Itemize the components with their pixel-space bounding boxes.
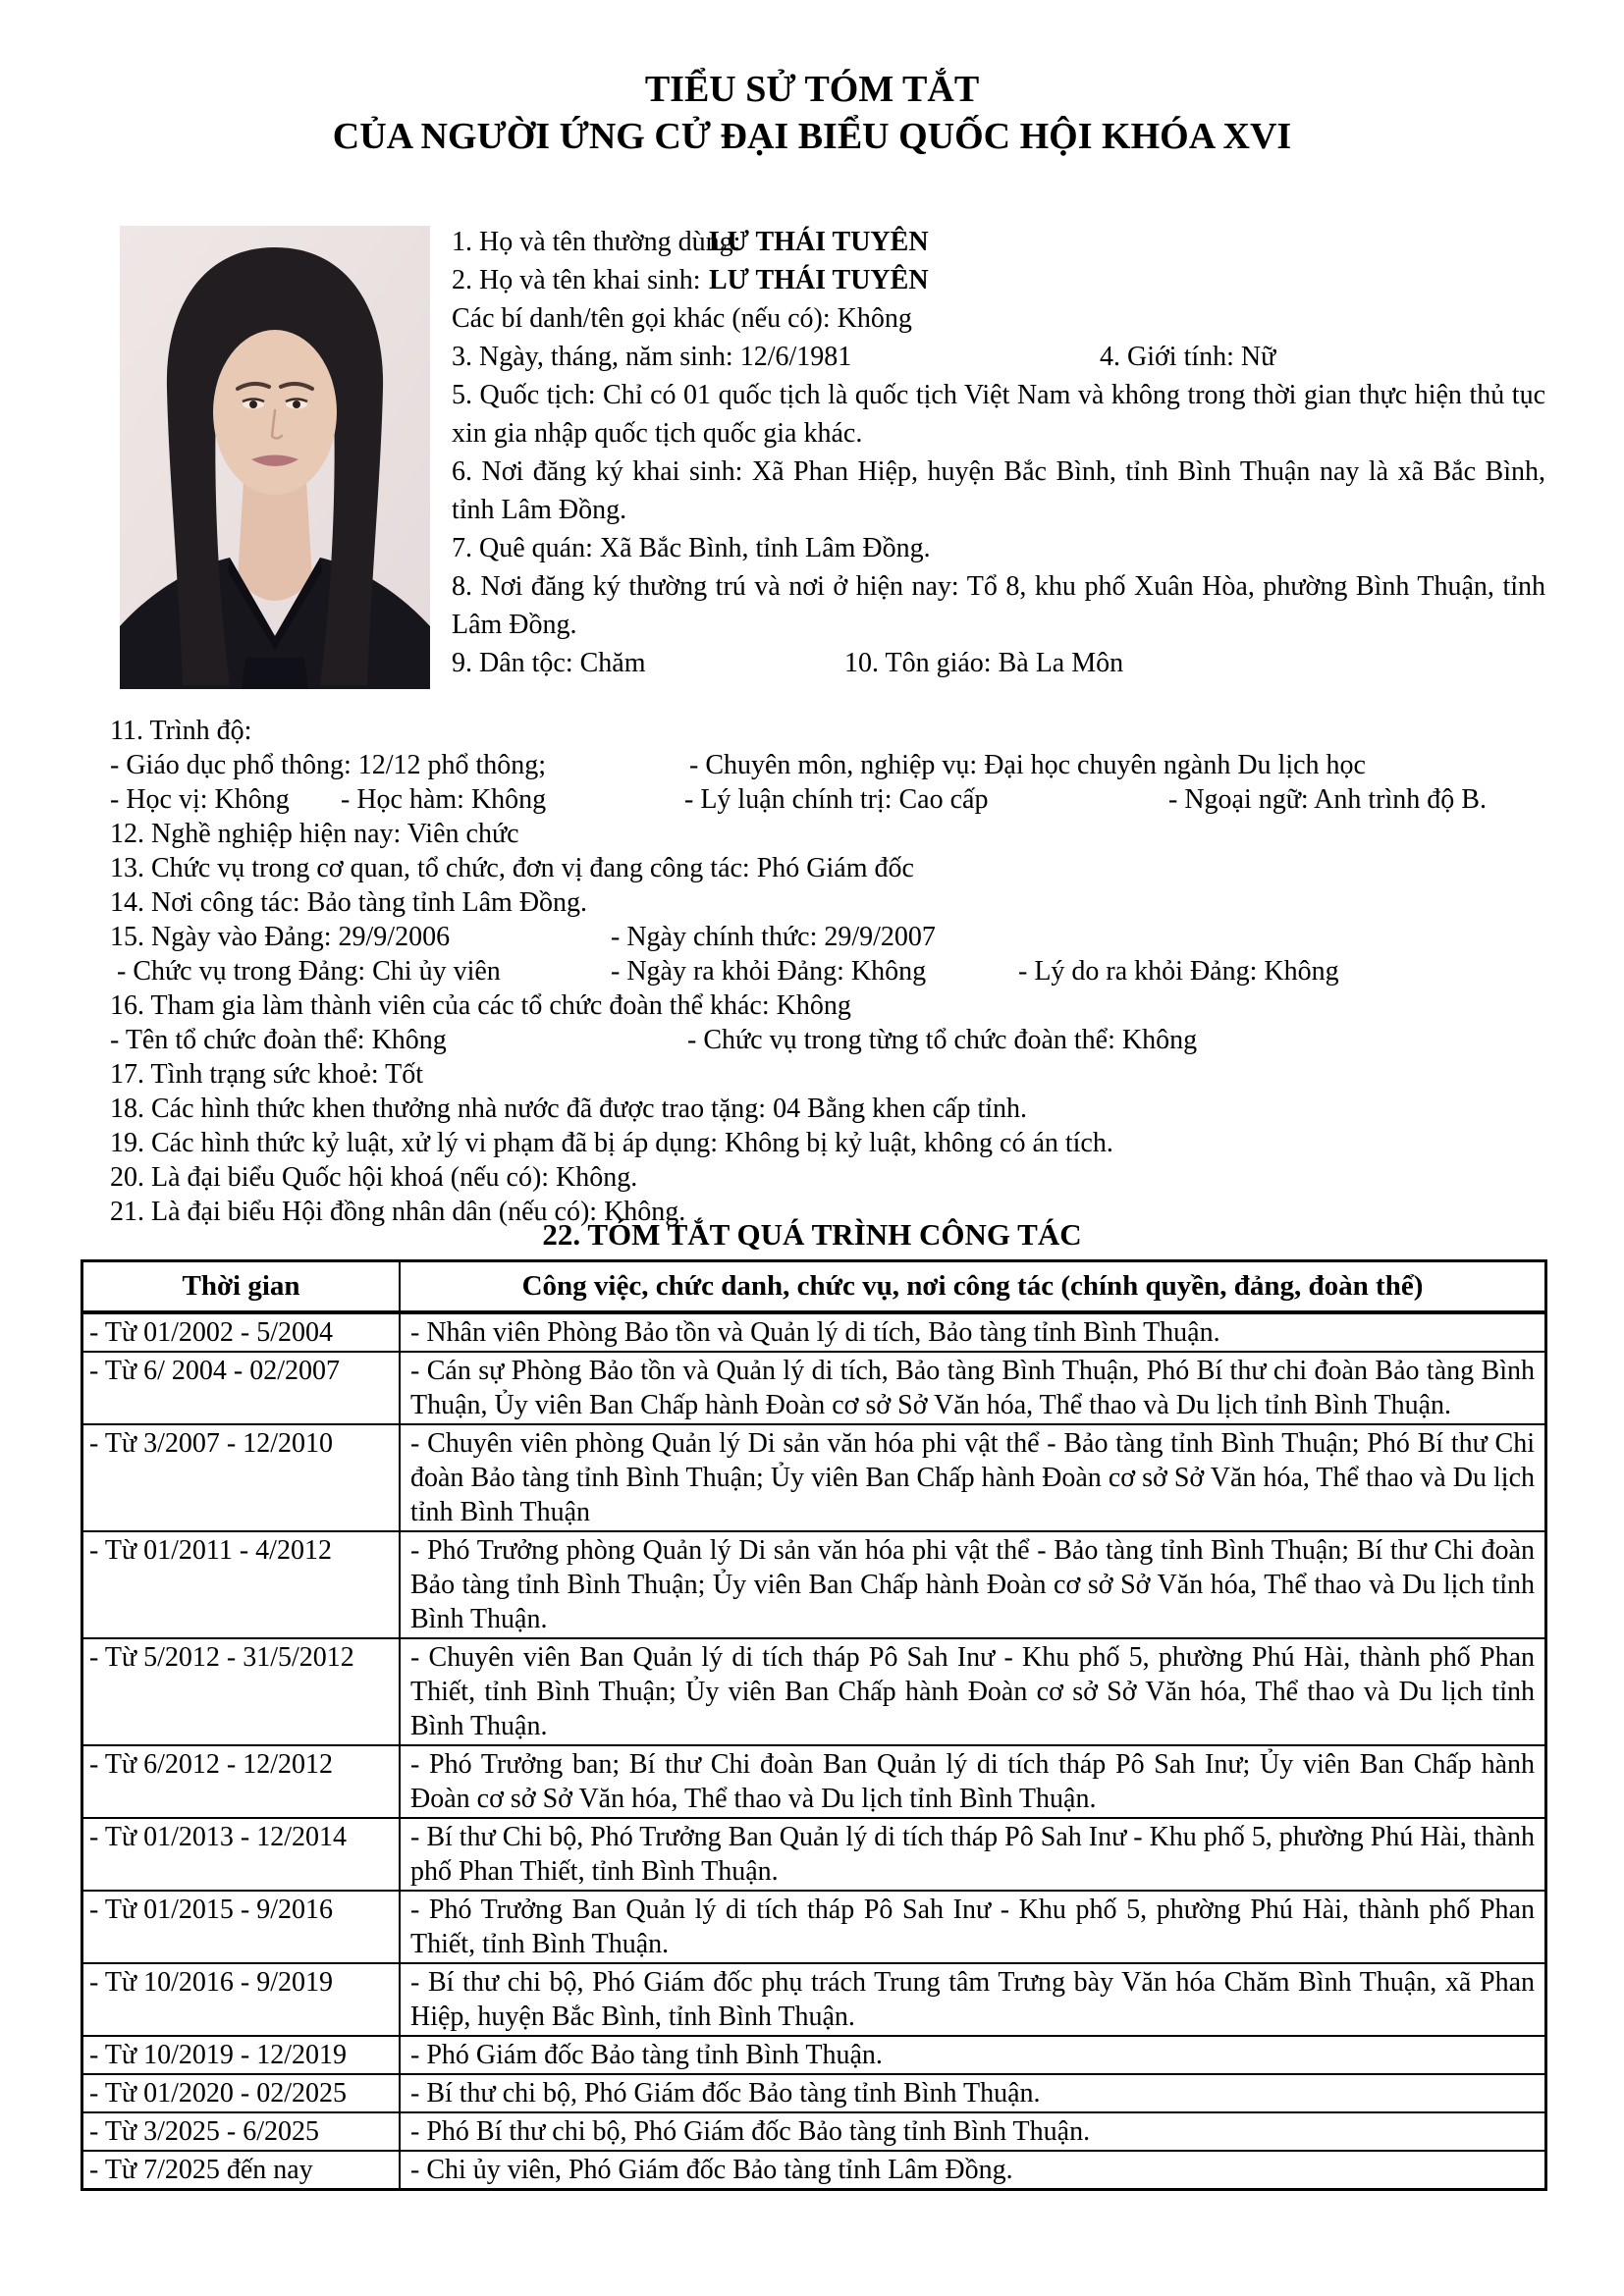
table-row — [82, 1424, 1546, 1531]
text-segment: - Chức vụ trong từng tổ chức đoàn thể: Không — [687, 1025, 1198, 1055]
info-line — [110, 885, 1548, 920]
period-cell: - Từ 01/2020 - 02/2025 — [82, 2074, 401, 2112]
portrait-photo-illustration — [120, 226, 430, 689]
text-segment: - Giáo dục phổ thông: 12/12 phổ thông; — [110, 750, 547, 780]
period-cell: - Từ 10/2016 - 9/2019 — [82, 1963, 401, 2036]
work-description-cell: - Bí thư chi bộ, Phó Giám đốc phụ trách Trung tâm Trưng bày Văn hóa Chăm Bình Thuận, xã Phan Hiệp, huyện Bắc Bình, tỉnh Bình Thuận. — [400, 1963, 1546, 2036]
text-segment: - Ngày ra khỏi Đảng: Không — [611, 956, 927, 987]
work-description-cell: - Cán sự Phòng Bảo tồn và Quản lý di tích, Bảo tàng Bình Thuận, Phó Bí thư chi đoàn Bảo tàng Bình Thuận, Ủy viên Ban Chấp hành Đoàn cơ sở Sở Văn hóa, Thể thao và Du lịch tỉnh Bình Thuận. — [400, 1352, 1546, 1424]
text-segment: 2. Họ và tên khai sinh: — [452, 265, 708, 295]
period-cell: - Từ 6/ 2004 - 02/2007 — [82, 1352, 401, 1424]
text-segment: 16. Tham gia làm thành viên của các tổ chức đoàn thể khác: Không — [110, 990, 851, 1021]
candidate-name: LƯ THÁI TUYÊN — [709, 227, 929, 257]
text-segment: 11. Trình độ: — [110, 716, 252, 746]
info-line — [452, 567, 1552, 644]
table-row — [82, 1818, 1546, 1891]
work-description-cell: - Chi ủy viên, Phó Giám đốc Bảo tàng tỉnh Lâm Đồng. — [400, 2151, 1546, 2190]
period-cell: - Từ 01/2015 - 9/2016 — [82, 1891, 401, 1963]
table-row — [82, 1891, 1546, 1963]
info-line — [452, 644, 1545, 682]
info-line — [110, 920, 1548, 954]
period-cell: - Từ 5/2012 - 31/5/2012 — [82, 1638, 401, 1745]
right-pupil — [293, 400, 300, 408]
text-segment: 18. Các hình thức khen thưởng nhà nước đã được trao tặng: 04 Bằng khen cấp tỉnh. — [110, 1094, 1028, 1124]
text-segment: 6. Nơi đăng ký khai sinh: Xã Phan Hiệp, huyện Bắc Bình, tỉnh Bình Thuận nay là xã Bắc Bình, tỉnh Lâm Đồng. — [452, 456, 1552, 525]
table-row — [82, 2112, 1546, 2151]
text-segment: - Chuyên môn, nghiệp vụ: Đại học chuyên ngành Du lịch học — [689, 750, 1366, 780]
text-segment: 7. Quê quán: Xã Bắc Bình, tỉnh Lâm Đồng. — [452, 533, 931, 563]
info-line — [452, 376, 1552, 453]
table-row — [82, 1638, 1546, 1745]
info-line — [110, 782, 1548, 817]
info-line — [110, 851, 1548, 885]
info-line — [110, 1057, 1548, 1092]
period-cell: - Từ 7/2025 đến nay — [82, 2151, 401, 2190]
text-segment: 4. Giới tính: Nữ — [1100, 342, 1276, 372]
text-segment: - Chức vụ trong Đảng: Chi ủy viên — [110, 956, 501, 987]
candidate-photo — [120, 226, 430, 689]
text-segment: 13. Chức vụ trong cơ quan, tổ chức, đơn vị đang công tác: Phó Giám đốc — [110, 853, 914, 883]
info-line — [110, 954, 1548, 988]
work-description-cell: - Chuyên viên phòng Quản lý Di sản văn hóa phi vật thể - Bảo tàng tỉnh Bình Thuận; Phó Bí thư Chi đoàn Bảo tàng tỉnh Bình Thuận; Ủy viên Ban Chấp hành Đoàn cơ sở Sở Văn hóa, Thể thao và Du lịch tỉnh Bình Thuận — [400, 1424, 1546, 1531]
details-block — [110, 714, 1548, 1229]
info-line — [110, 1160, 1548, 1195]
info-line — [452, 261, 1545, 299]
text-segment: 19. Các hình thức kỷ luật, xử lý vi phạm đã bị áp dụng: Không bị kỷ luật, không có án tích. — [110, 1128, 1113, 1158]
table-row — [82, 2036, 1546, 2074]
text-segment: - Ngoại ngữ: Anh trình độ B. — [1168, 784, 1487, 815]
info-line — [452, 338, 1545, 376]
info-line — [452, 223, 1545, 261]
table-row — [82, 1352, 1546, 1424]
career-table — [81, 1259, 1547, 2191]
info-line — [452, 453, 1552, 529]
text-segment: 12. Nghề nghiệp hiện nay: Viên chức — [110, 819, 519, 849]
career-section-heading: 22. TÓM TẮT QUÁ TRÌNH CÔNG TÁC — [542, 1217, 1082, 1252]
neck-shape — [238, 481, 312, 601]
period-cell: - Từ 01/2013 - 12/2014 — [82, 1818, 401, 1891]
work-description-cell: - Phó Giám đốc Bảo tàng tỉnh Bình Thuận. — [400, 2036, 1546, 2074]
text-segment: 17. Tình trạng sức khoẻ: Tốt — [110, 1059, 423, 1090]
text-segment: 9. Dân tộc: Chăm — [452, 648, 646, 678]
info-line — [110, 748, 1548, 782]
text-segment: - Ngày chính thức: 29/9/2007 — [611, 922, 936, 952]
table-row — [82, 1745, 1546, 1818]
text-segment: 21. Là đại biểu Hội đồng nhân dân (nếu có): Không. — [110, 1197, 686, 1227]
text-segment: 14. Nơi công tác: Bảo tàng tỉnh Lâm Đồng. — [110, 887, 588, 918]
table-row — [82, 1312, 1546, 1352]
text-segment: - Học hàm: Không — [341, 784, 547, 815]
info-line — [110, 988, 1548, 1023]
document-title-line2: CỦA NGƯỜI ỨNG CỬ ĐẠI BIỂU QUỐC HỘI KHÓA XVI — [332, 116, 1292, 157]
info-line — [452, 299, 1545, 338]
table-row — [82, 1963, 1546, 2036]
info-line — [110, 817, 1548, 851]
document-title-line1: TIỂU SỬ TÓM TẮT — [644, 69, 980, 110]
text-segment: - Lý luận chính trị: Cao cấp — [684, 784, 989, 815]
table-row — [82, 2074, 1546, 2112]
career-table-header-row — [82, 1261, 1546, 1313]
text-segment: 5. Quốc tịch: Chỉ có 01 quốc tịch là quốc tịch Việt Nam và không trong thời gian thực hiện thủ tục xin gia nhập quốc tịch quốc gia khác. — [452, 380, 1552, 449]
info-line — [110, 1126, 1548, 1160]
inner-shirt — [242, 658, 308, 689]
period-cell: - Từ 01/2002 - 5/2004 — [82, 1312, 401, 1352]
info-line — [110, 1023, 1548, 1057]
text-segment: 1. Họ và tên thường dùng: — [452, 227, 748, 257]
work-description-cell: - Nhân viên Phòng Bảo tồn và Quản lý di tích, Bảo tàng tỉnh Bình Thuận. — [400, 1312, 1546, 1352]
work-description-cell: - Phó Trưởng phòng Quản lý Di sản văn hóa phi vật thể - Bảo tàng tỉnh Bình Thuận; Bí thư Chi đoàn Bảo tàng tỉnh Bình Thuận; Ủy viên Ban Chấp hành Đoàn cơ sở Sở Văn hóa, Thể thao và Du lịch tỉnh Bình Thuận. — [400, 1531, 1546, 1638]
text-segment: - Học vị: Không — [110, 784, 290, 815]
work-description-cell: - Bí thư chi bộ, Phó Giám đốc Bảo tàng tỉnh Bình Thuận. — [400, 2074, 1546, 2112]
info-line — [452, 529, 1545, 567]
work-description-cell: - Phó Bí thư chi bộ, Phó Giám đốc Bảo tàng tỉnh Bình Thuận. — [400, 2112, 1546, 2151]
period-cell: - Từ 3/2007 - 12/2010 — [82, 1424, 401, 1531]
work-description-cell: - Phó Trưởng ban; Bí thư Chi đoàn Ban Quản lý di tích tháp Pô Sah Inư; Ủy viên Ban Chấp hành Đoàn cơ sở Sở Văn hóa, Thể thao và Du lịch tỉnh Bình Thuận. — [400, 1745, 1546, 1818]
info-line — [110, 714, 1548, 748]
text-segment: - Lý do ra khỏi Đảng: Không — [1018, 956, 1339, 987]
info-line — [110, 1092, 1548, 1126]
column-header-work: Công việc, chức danh, chức vụ, nơi công tác (chính quyền, đảng, đoàn thể) — [400, 1261, 1546, 1313]
text-segment: 20. Là đại biểu Quốc hội khoá (nếu có): Không. — [110, 1162, 638, 1193]
column-header-period: Thời gian — [82, 1261, 401, 1313]
text-segment: - Tên tổ chức đoàn thể: Không — [110, 1025, 447, 1055]
text-segment: 10. Tôn giáo: Bà La Môn — [844, 648, 1124, 678]
period-cell: - Từ 6/2012 - 12/2012 — [82, 1745, 401, 1818]
text-segment: Các bí danh/tên gọi khác (nếu có): Không — [452, 303, 912, 334]
table-row — [82, 2151, 1546, 2190]
table-row — [82, 1531, 1546, 1638]
period-cell: - Từ 01/2011 - 4/2012 — [82, 1531, 401, 1638]
text-segment: 3. Ngày, tháng, năm sinh: 12/6/1981 — [452, 342, 852, 372]
left-pupil — [249, 400, 257, 408]
period-cell: - Từ 10/2019 - 12/2019 — [82, 2036, 401, 2074]
candidate-name: LƯ THÁI TUYÊN — [709, 265, 929, 295]
text-segment: 8. Nơi đăng ký thường trú và nơi ở hiện nay: Tổ 8, khu phố Xuân Hòa, phường Bình Thuận, tỉnh Lâm Đồng. — [452, 571, 1552, 640]
personal-info-block — [452, 223, 1552, 682]
work-description-cell: - Phó Trưởng Ban Quản lý di tích tháp Pô Sah Inư - Khu phố 5, phường Phú Hài, thành phố Phan Thiết, tỉnh Bình Thuận. — [400, 1891, 1546, 1963]
text-segment: 15. Ngày vào Đảng: 29/9/2006 — [110, 922, 451, 952]
period-cell: - Từ 3/2025 - 6/2025 — [82, 2112, 401, 2151]
work-description-cell: - Bí thư Chi bộ, Phó Trưởng Ban Quản lý di tích tháp Pô Sah Inư - Khu phố 5, phường Phú Hài, thành phố Phan Thiết, tỉnh Bình Thuận. — [400, 1818, 1546, 1891]
work-description-cell: - Chuyên viên Ban Quản lý di tích tháp Pô Sah Inư - Khu phố 5, phường Phú Hài, thành phố Phan Thiết, tỉnh Bình Thuận; Ủy viên Ban Chấp hành Đoàn cơ sở Sở Văn hóa, Thể thao và Du lịch tỉnh Bình Thuận. — [400, 1638, 1546, 1745]
